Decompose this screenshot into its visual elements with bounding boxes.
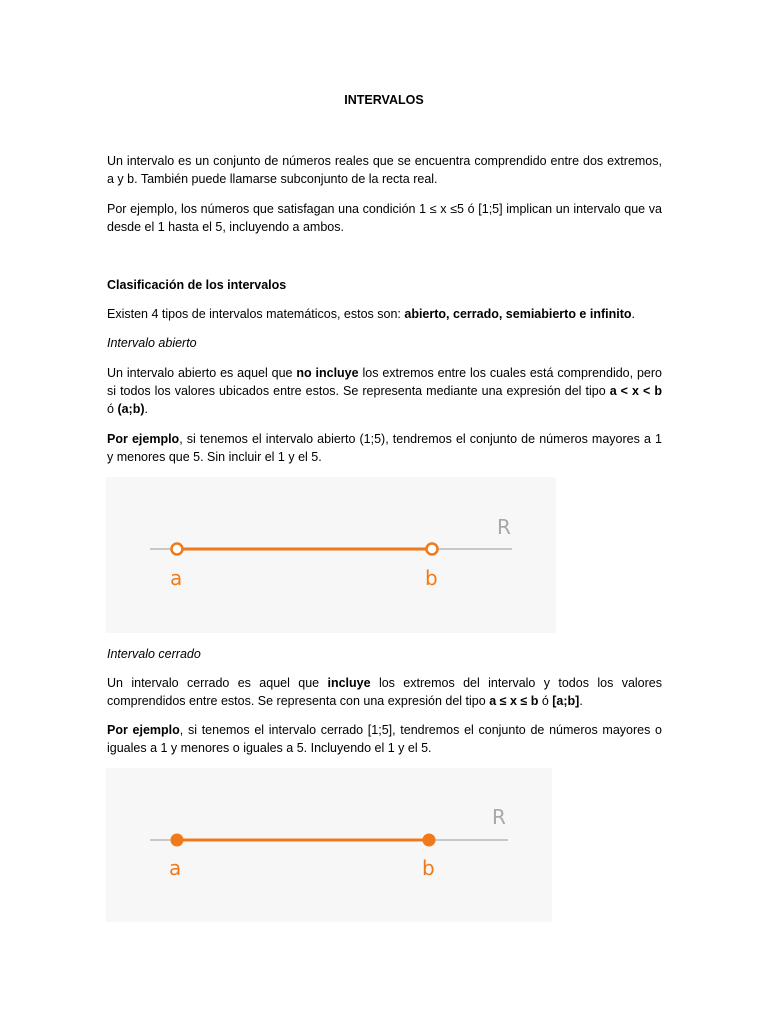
endpoint-label-b: b (422, 856, 435, 880)
open-interval-figure (106, 477, 556, 633)
open-def-part1: Un intervalo abierto es aquel que (107, 366, 297, 380)
open-def-part3: ó (107, 402, 118, 416)
axis-label-r: R (497, 515, 511, 539)
open-interval-number-line (106, 477, 556, 633)
open-def-expr2: (a;b) (117, 402, 145, 416)
closed-def-expr1: a ≤ x ≤ b (489, 694, 539, 708)
closed-def-bold: incluye (327, 676, 371, 690)
open-interval-example (107, 430, 662, 466)
open-endpoint-b (427, 544, 438, 555)
open-def-bold: no incluye (296, 366, 359, 380)
closed-endpoint-a (171, 834, 184, 847)
open-def-part2: los extremos entre los cuales está comprendido, pero si todos los valores ubicados entre estos. Se representa mediante una expresión del tipo (107, 366, 662, 398)
classification-heading: Clasificación de los intervalos (107, 278, 287, 292)
intro-example-paragraph: Por ejemplo, los números que satisfagan una condición 1 ≤ x ≤5 ó [1;5] implican un intervalo que va desde el 1 hasta el 5, incluyendo a ambos. (107, 202, 662, 234)
open-def-part4: . (144, 402, 148, 416)
closed-interval-definition (107, 674, 662, 710)
open-def-expr1: a < x < b (609, 384, 662, 398)
open-example-bold: Por ejemplo (107, 432, 180, 446)
axis-label-r: R (492, 805, 506, 829)
open-endpoint-a (172, 544, 183, 555)
closed-example-bold: Por ejemplo (107, 723, 180, 737)
closed-def-part1: Un intervalo cerrado es aquel que (107, 676, 328, 690)
closed-endpoint-b (423, 834, 436, 847)
closed-def-part2: los extremos del intervalo y todos los valores comprendidos entre estos. Se representa con una expresión del tipo (107, 676, 662, 708)
endpoint-label-b: b (425, 566, 438, 590)
closed-interval-number-line (106, 768, 552, 922)
closed-interval-heading: Intervalo cerrado (107, 647, 201, 661)
page-title: INTERVALOS (344, 93, 424, 107)
closed-interval-figure (106, 768, 552, 922)
closed-def-expr2: [a;b] (552, 694, 580, 708)
open-interval-definition (107, 364, 662, 418)
closed-example-text: , si tenemos el intervalo cerrado [1;5], tendremos el conjunto de números mayores o iguales a 1 y menores o iguales a 5. Incluyendo el 1 y el 5. (107, 723, 662, 755)
classification-paragraph (107, 305, 662, 323)
closed-def-part4: . (579, 694, 583, 708)
closed-interval-example (107, 721, 662, 757)
open-interval-heading: Intervalo abierto (107, 336, 197, 350)
classification-end: . (631, 307, 635, 321)
classification-lead: Existen 4 tipos de intervalos matemáticos, estos son: (107, 307, 405, 321)
open-example-text: , si tenemos el intervalo abierto (1;5), tendremos el conjunto de números mayores a 1 y menores que 5. Sin incluir el 1 y el 5. (107, 432, 662, 464)
classification-types: abierto, cerrado, semiabierto e infinito (404, 307, 632, 321)
endpoint-label-a: a (170, 566, 183, 590)
endpoint-label-a: a (169, 856, 182, 880)
closed-def-part3: ó (538, 694, 553, 708)
intro-paragraph: Un intervalo es un conjunto de números reales que se encuentra comprendido entre dos extremos, a y b. También puede llamarse subconjunto de la recta real. (107, 154, 662, 186)
